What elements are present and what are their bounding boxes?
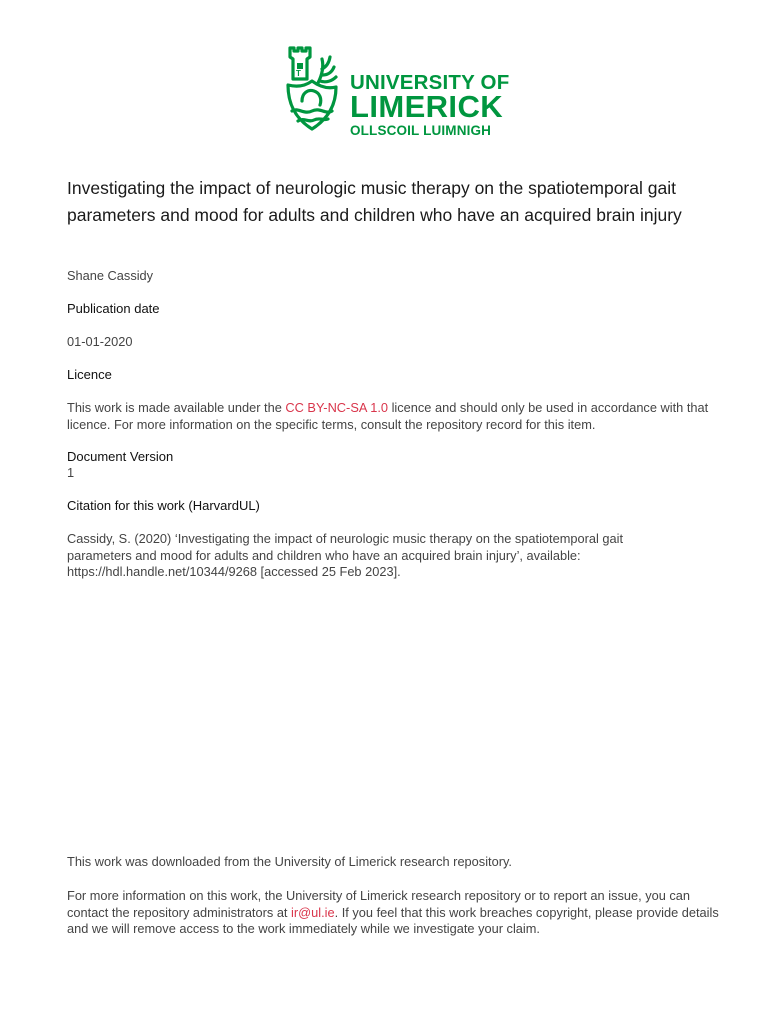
svg-text:T: T — [296, 69, 301, 78]
download-note: This work was downloaded from the University of Limerick research repository. — [67, 854, 512, 869]
licence-label: Licence — [67, 367, 112, 382]
logo-line-limerick: LIMERICK — [350, 89, 504, 124]
university-wordmark — [350, 72, 509, 139]
citation-text: Cassidy, S. (2020) ‘Investigating the impact of neurologic music therapy on the spatiotemporal gait parameters and mood for adults and children who have an acquired brain injury’, available: https://hdl.handle.net/10344/9268 [accessed 25 Feb 2023]. — [67, 531, 624, 579]
repository-email-link[interactable]: ir@ul.ie — [291, 904, 335, 920]
repository-info — [67, 888, 731, 938]
repository-info-before: For more information on this work, the University of Limerick research repository or to report an issue, you can contact the repository administrators at — [67, 888, 691, 920]
castle-crest-icon — [282, 45, 344, 145]
licence-text-before: This work is made available under the — [67, 400, 286, 415]
university-logo — [282, 45, 522, 145]
licence-text-after: licence and should only be used in accordance with that licence. For more information on the specific terms, consult the repository record for this item. — [67, 400, 709, 432]
logo-line-irish-name: OLLSCOIL LUIMNIGH — [350, 123, 492, 138]
document-version-label: Document Version — [67, 449, 174, 464]
citation-label: Citation for this work (HarvardUL) — [67, 498, 260, 513]
logo-line-university-of: UNIVERSITY OF — [350, 71, 510, 94]
licence-text — [67, 400, 731, 433]
author-name: Shane Cassidy — [67, 268, 154, 283]
document-version-value: 1 — [67, 465, 75, 480]
document-title: Investigating the impact of neurologic music therapy on the spatiotemporal gait parameters and mood for adults and children who have an acquired brain injury — [67, 178, 682, 225]
repository-info-after: . If you feel that this work breaches copyright, please provide details and we will remove access to the work immediately while we investigate your claim. — [67, 904, 719, 936]
publication-date-label: Publication date — [67, 301, 160, 316]
licence-link[interactable]: CC BY-NC-SA 1.0 — [285, 400, 389, 415]
publication-date-value: 01-01-2020 — [67, 334, 133, 349]
